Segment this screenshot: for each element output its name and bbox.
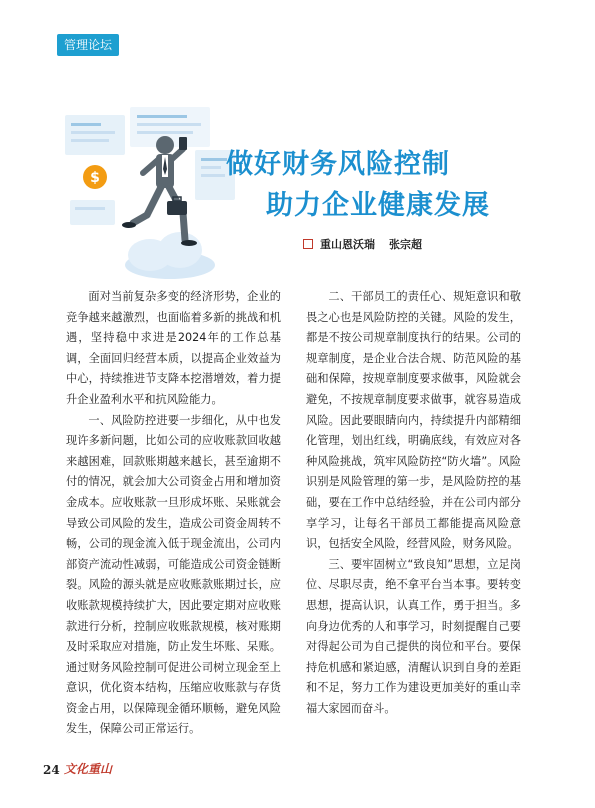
author-2: 张宗超 xyxy=(389,238,422,251)
svg-text:$: $ xyxy=(90,170,100,186)
paragraph: 面对当前复杂多变的经济形势，企业的竞争越来越激烈，也面临着多新的挑战和机遇，坚持稳中求进是2024年的工作总基调，全面回归经营本质，以提高企业效益为中心，持续推进节支降本挖潜增效，着力提升企业盈利水平和抗风险能力。 xyxy=(66,290,281,406)
right-column xyxy=(306,287,521,719)
dollar-coin-icon xyxy=(83,165,107,189)
square-bullet-icon xyxy=(303,239,313,249)
section-tag: 管理论坛 xyxy=(57,34,119,56)
paragraph: 二、干部员工的责任心、规矩意识和敬畏之心也是风险防控的关键。风险的发生，都是不按公司规章制度执行的结果。公司的规章制度，是企业合法合规、防范风险的基础和保障，按规章制度要求做事，风险就会避免，不按规章制度要求做事，就容易造成风险。因此要眼睛向内，持续提升内部精细化管理，划出红线，明确底线，有效应对各种风险挑战，筑牢风险防控“防火墙”。风险识别是风险管理的第一步，是风险防控的基础，要在工作中总结经验，并在公司内部分享学习，让每名干部员工都能提高风险意识，包括安全风险，经营风险，财务风险。 xyxy=(306,290,521,551)
article-title-line1: 做好财务风险控制 xyxy=(226,149,450,180)
paragraph: 一、风险防控进要一步细化，从中也发现许多新问题，比如公司的应收账款回收越来越困难，回款账期越来越长，甚至逾期不付的情况，就会加大公司资金占用和增加资金成本。应收账款一旦形成坏账、呆账就会导致公司风险的发生，造成公司资金周转不畅，公司的现金流入低于现金流出，公司内部资产流动性减弱，可能造成公司资金链断裂。风险的源头就是应收账款账期过长，应收账款规模持续扩大，因此要定期对应收账款进行分析，控制应收账款规模，核对账期及时采取应对措施，防止发生坏账、呆账。通过财务风险控制可促进公司树立现金至上意识，优化资本结构，压缩应收账款与存货资金占用，以保障现金循环顺畅，避免风险发生，保障公司正常运行。 xyxy=(66,413,281,736)
article-title-line2: 助力企业健康发展 xyxy=(266,190,490,221)
left-column xyxy=(66,287,281,740)
byline xyxy=(303,236,422,252)
publication-logo: 文化重山 xyxy=(64,762,113,776)
cloud-icon xyxy=(125,232,215,279)
businessman-figure xyxy=(122,136,197,246)
author-1: 重山恩沃瑞 xyxy=(320,238,375,251)
page-number: 24 xyxy=(43,763,60,777)
paragraph: 三、要牢固树立“致良知”思想，立足岗位、尽职尽责，绝不拿平台当本事。要转变思想，提高认识，认真工作，勇于担当。多向身边优秀的人和事学习，时刻提醒自己要对得起公司为自己提供的岗位和平台。要保持危机感和紧迫感，清醒认识到自身的差距和不足，努力工作为建设更加美好的重山幸福大家园而奋斗。 xyxy=(306,557,521,715)
